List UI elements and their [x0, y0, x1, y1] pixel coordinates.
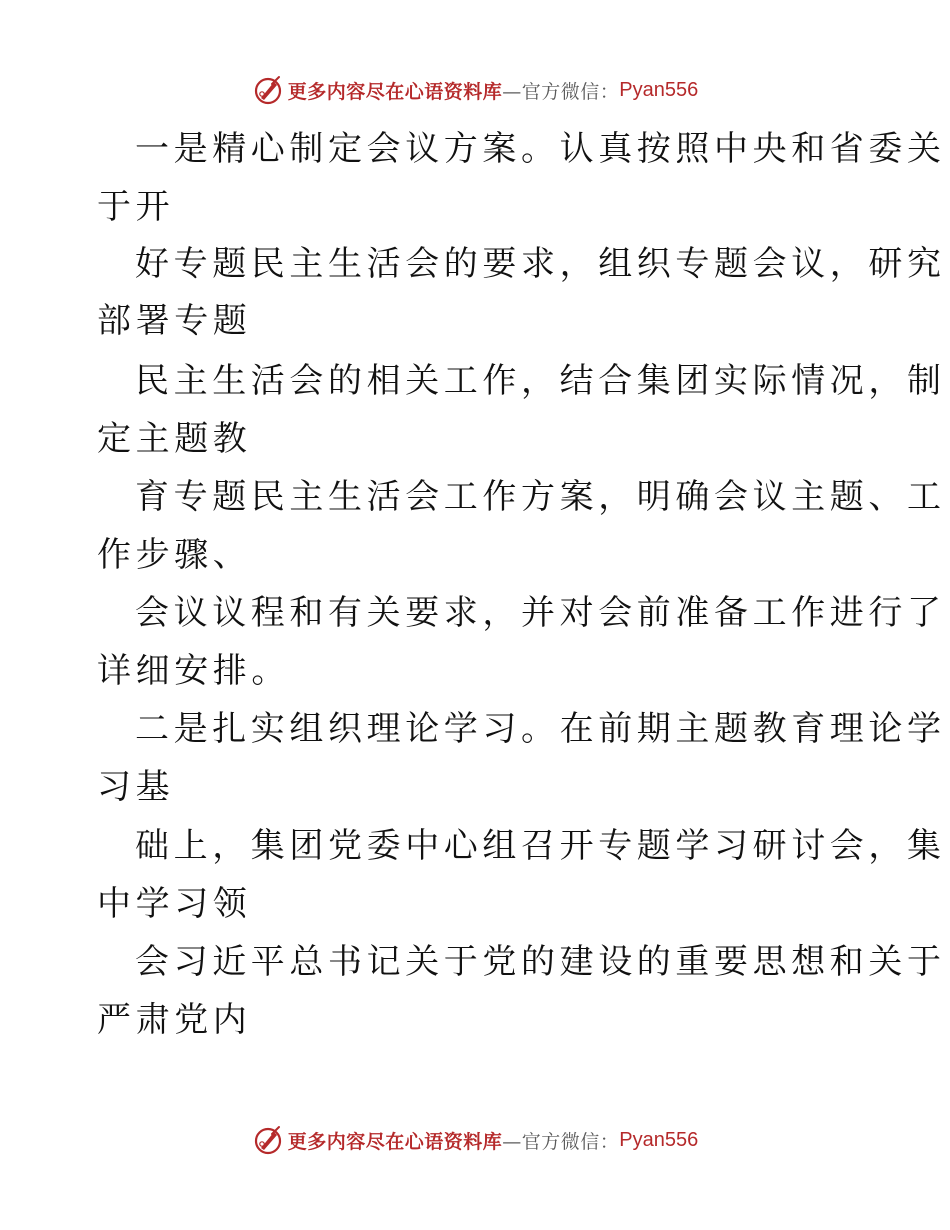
text-line: 于开 [97, 187, 175, 227]
text-line: 民主生活会的相关工作，结合集团实际情况，制 [135, 361, 946, 401]
text-line: 详细安排。 [97, 651, 290, 691]
text-line: 好专题民主生活会的要求，组织专题会议，研究 [135, 244, 946, 284]
text-line: 会习近平总书记关于党的建设的重要思想和关于 [135, 942, 946, 982]
watermark-separator-text: —官方微信： [502, 80, 620, 103]
text-line: 严肃党内 [97, 1000, 252, 1040]
text-line: 育专题民主生活会工作方案，明确会议主题、工 [135, 477, 946, 517]
footer-watermark [0, 1120, 950, 1160]
watermark-wechat-id: Pyan556 [619, 78, 699, 101]
text-line: 习基 [97, 767, 175, 807]
text-line: 础上，集团党委中心组召开专题学习研讨会，集 [135, 826, 946, 866]
text-line: 定主题教 [97, 419, 252, 459]
quill-logo-icon [252, 74, 284, 106]
text-line: 作步骤、 [97, 535, 252, 575]
header-watermark [0, 70, 950, 110]
text-line: 一是精心制定会议方案。认真按照中央和省委关 [135, 129, 946, 169]
quill-logo-icon [252, 1124, 284, 1156]
watermark-wechat-id: Pyan556 [619, 1128, 699, 1151]
watermark-separator-text: —官方微信： [502, 1130, 620, 1153]
watermark-brand-text: 更多内容尽在心语资料库 [287, 80, 503, 103]
text-line: 中学习领 [97, 884, 252, 924]
text-line: 二是扎实组织理论学习。在前期主题教育理论学 [135, 709, 946, 749]
text-line: 会议议程和有关要求，并对会前准备工作进行了 [135, 593, 946, 633]
watermark-brand-text: 更多内容尽在心语资料库 [287, 1130, 503, 1153]
text-line: 部署专题 [97, 301, 252, 341]
